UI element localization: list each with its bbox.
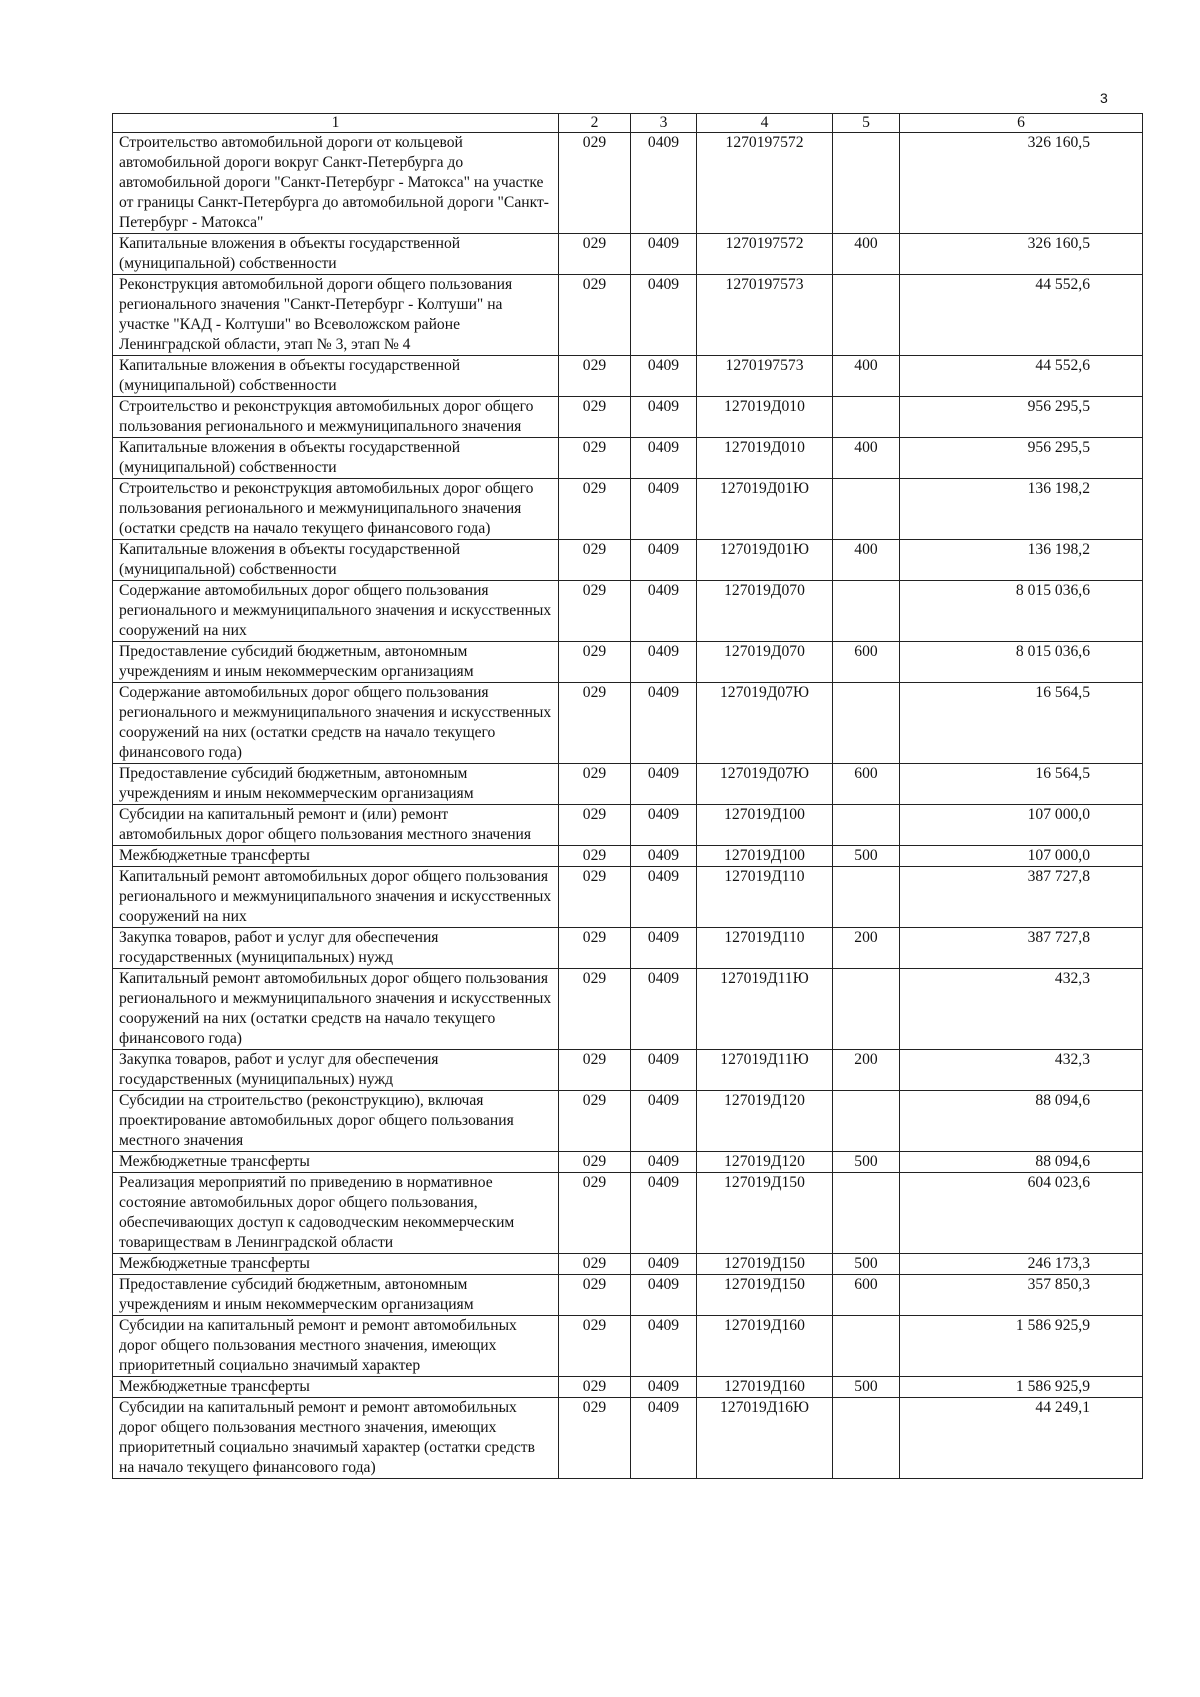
row-col2-cell: 029 <box>559 438 631 479</box>
row-amount-cell: 44 552,6 <box>900 275 1143 356</box>
header-cell: 1 <box>113 114 559 133</box>
row-amount-cell: 136 198,2 <box>900 540 1143 581</box>
row-amount-cell: 387 727,8 <box>900 928 1143 969</box>
row-amount-cell: 357 850,3 <box>900 1275 1143 1316</box>
table-row <box>113 397 1143 438</box>
row-col3-cell: 0409 <box>631 479 697 540</box>
row-col2-cell: 029 <box>559 805 631 846</box>
row-name-cell: Содержание автомобильных дорог общего пользования регионального и межмуниципального значения и искусственных сооружений на них (остатки средств на начало текущего финансового года) <box>113 683 559 764</box>
budget-table <box>112 113 1143 1479</box>
row-amount-cell: 16 564,5 <box>900 683 1143 764</box>
row-col2-cell: 029 <box>559 234 631 275</box>
row-col5-cell: 200 <box>833 928 900 969</box>
row-col5-cell <box>833 867 900 928</box>
row-name-cell: Межбюджетные трансферты <box>113 1254 559 1275</box>
header-cell: 3 <box>631 114 697 133</box>
row-col2-cell: 029 <box>559 1316 631 1377</box>
row-amount-cell: 8 015 036,6 <box>900 642 1143 683</box>
row-amount-cell: 604 023,6 <box>900 1173 1143 1254</box>
row-col3-cell: 0409 <box>631 581 697 642</box>
table-row <box>113 540 1143 581</box>
table-row <box>113 1377 1143 1398</box>
row-col3-cell: 0409 <box>631 1173 697 1254</box>
row-col4-cell: 127019Д010 <box>697 397 833 438</box>
row-col4-cell: 127019Д07Ю <box>697 683 833 764</box>
table-row <box>113 1316 1143 1377</box>
row-col5-cell: 500 <box>833 846 900 867</box>
table-row <box>113 805 1143 846</box>
row-name-cell: Предоставление субсидий бюджетным, автономным учреждениям и иным некоммерческим организациям <box>113 642 559 683</box>
row-name-cell: Строительство и реконструкция автомобильных дорог общего пользования регионального и межмуниципального значения (остатки средств на начало текущего финансового года) <box>113 479 559 540</box>
row-amount-cell: 246 173,3 <box>900 1254 1143 1275</box>
row-col5-cell: 400 <box>833 540 900 581</box>
row-amount-cell: 956 295,5 <box>900 438 1143 479</box>
row-name-cell: Капитальный ремонт автомобильных дорог общего пользования регионального и межмуниципального значения и искусственных сооружений на них <box>113 867 559 928</box>
header-cell: 5 <box>833 114 900 133</box>
table-row <box>113 764 1143 805</box>
row-name-cell: Капитальные вложения в объекты государственной (муниципальной) собственности <box>113 438 559 479</box>
row-amount-cell: 8 015 036,6 <box>900 581 1143 642</box>
row-col3-cell: 0409 <box>631 805 697 846</box>
table-row <box>113 1275 1143 1316</box>
row-col5-cell: 400 <box>833 438 900 479</box>
row-amount-cell: 107 000,0 <box>900 805 1143 846</box>
row-name-cell: Субсидии на строительство (реконструкцию), включая проектирование автомобильных дорог общего пользования местного значения <box>113 1091 559 1152</box>
table-row <box>113 234 1143 275</box>
row-name-cell: Закупка товаров, работ и услуг для обеспечения государственных (муниципальных) нужд <box>113 1050 559 1091</box>
row-col5-cell <box>833 275 900 356</box>
row-amount-cell: 44 552,6 <box>900 356 1143 397</box>
row-col3-cell: 0409 <box>631 1398 697 1479</box>
row-name-cell: Строительство автомобильной дороги от кольцевой автомобильной дороги вокруг Санкт-Петербурга до автомобильной дороги "Санкт-Петербург - Матокса" на участке от границы Санкт-Петербурга до автомобильной дороги "Санкт-Петербург - Матокса" <box>113 133 559 234</box>
row-col4-cell: 1270197573 <box>697 356 833 397</box>
table-row <box>113 642 1143 683</box>
row-col5-cell <box>833 1173 900 1254</box>
row-col4-cell: 127019Д070 <box>697 581 833 642</box>
header-cell: 6 <box>900 114 1143 133</box>
row-col5-cell <box>833 1091 900 1152</box>
row-col5-cell: 600 <box>833 1275 900 1316</box>
row-col5-cell <box>833 683 900 764</box>
row-col4-cell: 127019Д070 <box>697 642 833 683</box>
row-name-cell: Реализация мероприятий по приведению в нормативное состояние автомобильных дорог общего пользования, обеспечивающих доступ к садоводческим некоммерческим товариществам в Ленинградской области <box>113 1173 559 1254</box>
row-name-cell: Субсидии на капитальный ремонт и (или) ремонт автомобильных дорог общего пользования местного значения <box>113 805 559 846</box>
header-cell: 2 <box>559 114 631 133</box>
row-col2-cell: 029 <box>559 969 631 1050</box>
table-row <box>113 1091 1143 1152</box>
row-col3-cell: 0409 <box>631 275 697 356</box>
row-name-cell: Капитальные вложения в объекты государственной (муниципальной) собственности <box>113 234 559 275</box>
row-amount-cell: 432,3 <box>900 1050 1143 1091</box>
row-col3-cell: 0409 <box>631 1152 697 1173</box>
row-col2-cell: 029 <box>559 1398 631 1479</box>
row-col2-cell: 029 <box>559 397 631 438</box>
row-name-cell: Капитальные вложения в объекты государственной (муниципальной) собственности <box>113 540 559 581</box>
row-col2-cell: 029 <box>559 846 631 867</box>
row-col2-cell: 029 <box>559 1173 631 1254</box>
row-col4-cell: 127019Д160 <box>697 1316 833 1377</box>
row-col5-cell <box>833 805 900 846</box>
row-amount-cell: 326 160,5 <box>900 133 1143 234</box>
row-col3-cell: 0409 <box>631 540 697 581</box>
row-amount-cell: 1 586 925,9 <box>900 1377 1143 1398</box>
table-row <box>113 1254 1143 1275</box>
row-col2-cell: 029 <box>559 356 631 397</box>
row-col4-cell: 127019Д100 <box>697 846 833 867</box>
row-col4-cell: 127019Д110 <box>697 867 833 928</box>
row-col5-cell <box>833 581 900 642</box>
row-amount-cell: 1 586 925,9 <box>900 1316 1143 1377</box>
row-col5-cell: 500 <box>833 1152 900 1173</box>
row-col3-cell: 0409 <box>631 642 697 683</box>
row-name-cell: Субсидии на капитальный ремонт и ремонт автомобильных дорог общего пользования местного значения, имеющих приоритетный социально значимый характер <box>113 1316 559 1377</box>
row-col3-cell: 0409 <box>631 846 697 867</box>
row-col3-cell: 0409 <box>631 1091 697 1152</box>
row-col4-cell: 127019Д010 <box>697 438 833 479</box>
row-col5-cell: 500 <box>833 1254 900 1275</box>
row-name-cell: Субсидии на капитальный ремонт и ремонт автомобильных дорог общего пользования местного значения, имеющих приоритетный социально значимый характер (остатки средств на начало текущего финансового года) <box>113 1398 559 1479</box>
row-col2-cell: 029 <box>559 1091 631 1152</box>
row-col2-cell: 029 <box>559 928 631 969</box>
row-col5-cell <box>833 133 900 234</box>
row-name-cell: Содержание автомобильных дорог общего пользования регионального и межмуниципального значения и искусственных сооружений на них <box>113 581 559 642</box>
row-col2-cell: 029 <box>559 479 631 540</box>
row-col4-cell: 1270197573 <box>697 275 833 356</box>
row-col3-cell: 0409 <box>631 438 697 479</box>
row-col3-cell: 0409 <box>631 1050 697 1091</box>
table-row <box>113 969 1143 1050</box>
row-col2-cell: 029 <box>559 1377 631 1398</box>
row-name-cell: Закупка товаров, работ и услуг для обеспечения государственных (муниципальных) нужд <box>113 928 559 969</box>
row-col2-cell: 029 <box>559 1275 631 1316</box>
row-name-cell: Межбюджетные трансферты <box>113 846 559 867</box>
row-name-cell: Капитальный ремонт автомобильных дорог общего пользования регионального и межмуниципального значения и искусственных сооружений на них (остатки средств на начало текущего финансового года) <box>113 969 559 1050</box>
row-col4-cell: 127019Д110 <box>697 928 833 969</box>
row-amount-cell: 136 198,2 <box>900 479 1143 540</box>
row-col4-cell: 1270197572 <box>697 133 833 234</box>
row-col4-cell: 127019Д07Ю <box>697 764 833 805</box>
row-col5-cell <box>833 1316 900 1377</box>
row-col4-cell: 127019Д120 <box>697 1091 833 1152</box>
row-col5-cell: 400 <box>833 234 900 275</box>
row-col4-cell: 127019Д01Ю <box>697 540 833 581</box>
row-amount-cell: 88 094,6 <box>900 1091 1143 1152</box>
row-amount-cell: 88 094,6 <box>900 1152 1143 1173</box>
row-col5-cell <box>833 969 900 1050</box>
row-col4-cell: 127019Д100 <box>697 805 833 846</box>
row-col4-cell: 127019Д11Ю <box>697 969 833 1050</box>
row-col2-cell: 029 <box>559 540 631 581</box>
row-col5-cell: 200 <box>833 1050 900 1091</box>
row-col2-cell: 029 <box>559 642 631 683</box>
row-col2-cell: 029 <box>559 867 631 928</box>
row-col4-cell: 1270197572 <box>697 234 833 275</box>
table-row <box>113 275 1143 356</box>
row-amount-cell: 107 000,0 <box>900 846 1143 867</box>
row-col3-cell: 0409 <box>631 969 697 1050</box>
row-col5-cell <box>833 397 900 438</box>
row-col5-cell <box>833 1398 900 1479</box>
table-row <box>113 1050 1143 1091</box>
table-row <box>113 356 1143 397</box>
table-row <box>113 867 1143 928</box>
row-amount-cell: 956 295,5 <box>900 397 1143 438</box>
row-amount-cell: 432,3 <box>900 969 1143 1050</box>
row-name-cell: Капитальные вложения в объекты государственной (муниципальной) собственности <box>113 356 559 397</box>
header-cell: 4 <box>697 114 833 133</box>
row-col4-cell: 127019Д16Ю <box>697 1398 833 1479</box>
row-name-cell: Предоставление субсидий бюджетным, автономным учреждениям и иным некоммерческим организациям <box>113 1275 559 1316</box>
row-col2-cell: 029 <box>559 764 631 805</box>
row-col2-cell: 029 <box>559 581 631 642</box>
row-name-cell: Строительство и реконструкция автомобильных дорог общего пользования регионального и межмуниципального значения <box>113 397 559 438</box>
row-col4-cell: 127019Д150 <box>697 1275 833 1316</box>
row-col2-cell: 029 <box>559 1254 631 1275</box>
row-col3-cell: 0409 <box>631 928 697 969</box>
row-col5-cell <box>833 479 900 540</box>
row-name-cell: Межбюджетные трансферты <box>113 1152 559 1173</box>
table-row <box>113 1398 1143 1479</box>
table-row <box>113 846 1143 867</box>
row-col2-cell: 029 <box>559 1050 631 1091</box>
table-row <box>113 683 1143 764</box>
row-name-cell: Предоставление субсидий бюджетным, автономным учреждениям и иным некоммерческим организациям <box>113 764 559 805</box>
row-col5-cell: 600 <box>833 764 900 805</box>
row-col2-cell: 029 <box>559 133 631 234</box>
table-row <box>113 1152 1143 1173</box>
row-col4-cell: 127019Д11Ю <box>697 1050 833 1091</box>
row-col5-cell: 500 <box>833 1377 900 1398</box>
row-name-cell: Межбюджетные трансферты <box>113 1377 559 1398</box>
row-col3-cell: 0409 <box>631 764 697 805</box>
row-col4-cell: 127019Д150 <box>697 1254 833 1275</box>
row-col3-cell: 0409 <box>631 1254 697 1275</box>
table-row <box>113 133 1143 234</box>
row-col5-cell: 600 <box>833 642 900 683</box>
row-col4-cell: 127019Д160 <box>697 1377 833 1398</box>
row-col2-cell: 029 <box>559 1152 631 1173</box>
row-col2-cell: 029 <box>559 275 631 356</box>
page-number: 3 <box>1100 90 1108 106</box>
row-col3-cell: 0409 <box>631 234 697 275</box>
row-col3-cell: 0409 <box>631 1316 697 1377</box>
row-col3-cell: 0409 <box>631 397 697 438</box>
row-col3-cell: 0409 <box>631 1275 697 1316</box>
row-amount-cell: 44 249,1 <box>900 1398 1143 1479</box>
row-amount-cell: 16 564,5 <box>900 764 1143 805</box>
row-col4-cell: 127019Д01Ю <box>697 479 833 540</box>
table-body <box>113 133 1143 1479</box>
table-row <box>113 438 1143 479</box>
row-col4-cell: 127019Д150 <box>697 1173 833 1254</box>
row-col2-cell: 029 <box>559 683 631 764</box>
row-col5-cell: 400 <box>833 356 900 397</box>
table-row <box>113 1173 1143 1254</box>
row-amount-cell: 387 727,8 <box>900 867 1143 928</box>
row-col3-cell: 0409 <box>631 356 697 397</box>
table-row <box>113 928 1143 969</box>
row-name-cell: Реконструкция автомобильной дороги общего пользования регионального значения "Санкт-Петербург - Колтуши" на участке "КАД - Колтуши" во Всеволожском районе Ленинградской области, этап № 3, этап № 4 <box>113 275 559 356</box>
table-row <box>113 581 1143 642</box>
row-col3-cell: 0409 <box>631 1377 697 1398</box>
table-row <box>113 479 1143 540</box>
row-col3-cell: 0409 <box>631 133 697 234</box>
row-col3-cell: 0409 <box>631 867 697 928</box>
row-col4-cell: 127019Д120 <box>697 1152 833 1173</box>
row-amount-cell: 326 160,5 <box>900 234 1143 275</box>
table-header-row <box>113 114 1143 133</box>
row-col3-cell: 0409 <box>631 683 697 764</box>
